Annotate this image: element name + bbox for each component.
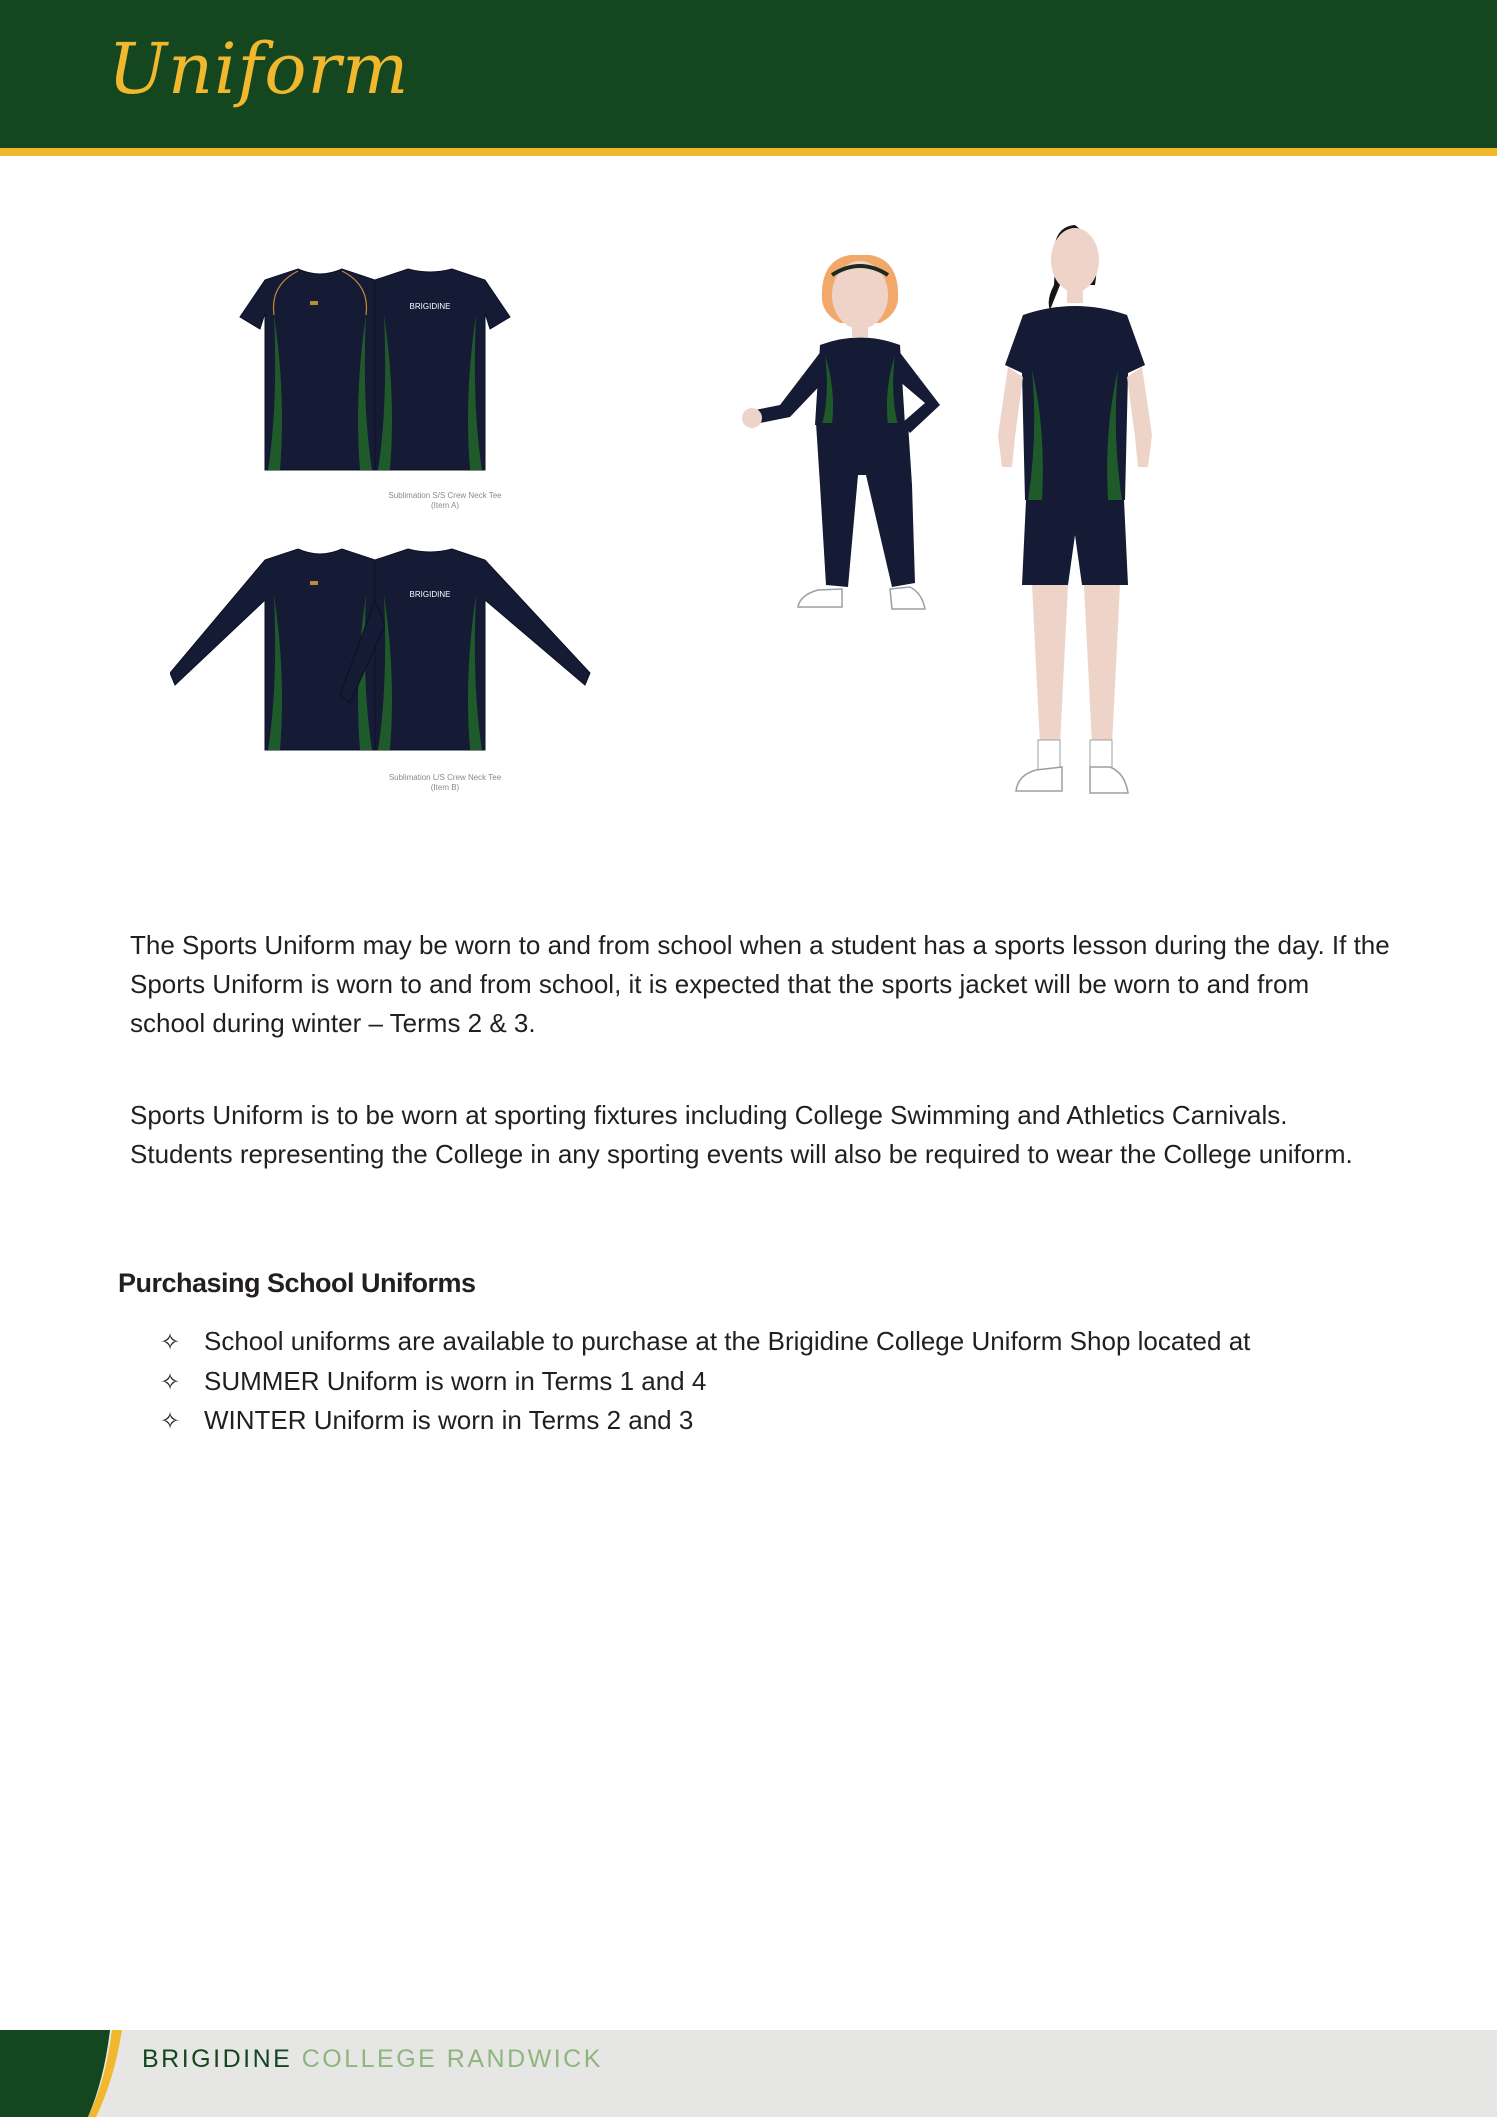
purchasing-list [160,1322,1400,1441]
footer-word-college-randwick: COLLEGE RANDWICK [301,2045,603,2073]
caption-short-sleeve-item: (Item A) [430,501,460,510]
sparkle-bullet-icon: ✧ [160,1328,181,1356]
list-item-text: School uniforms are available to purchase at the Brigidine College Uniform Shop located at [204,1326,1251,1356]
long-sleeve-tee-front [170,549,375,750]
caption-long-sleeve-item: (Item B) [430,783,460,792]
list-item-text: SUMMER Uniform is worn in Terms 1 and 4 [204,1365,707,1396]
short-sleeve-tee-back [375,269,510,470]
section-heading-purchasing: Purchasing School Uniforms [118,1268,476,1298]
caption-long-sleeve: Sublimation L/S Crew Neck Tee [388,773,502,782]
caption-short-sleeve: Sublimation S/S Crew Neck Tee [388,491,502,500]
long-sleeve-tee-back [340,549,590,750]
footer-green-tab [0,2030,130,2117]
sparkle-bullet-icon: ✧ [160,1367,181,1396]
uniform-illustration [170,205,1230,845]
figure-student-track-pants [742,255,940,609]
shirt-print-text: BRIGIDINE [409,302,451,311]
list-item [160,1401,1400,1441]
footer-word-brigidine: BRIGIDINE [142,2045,293,2073]
header-gold-rule [0,148,1497,156]
figure-student-shorts [998,225,1152,793]
paragraph-sports-uniform-travel: The Sports Uniform may be worn to and from school when a student has a sports lesson during the day. If the Sports Uniform is worn to and from school, it is expected that the sports jacket will be worn to and from school during winter – Terms 2 & 3. [130,930,1390,1038]
list-item [160,1362,1400,1402]
list-item-text: WINTER Uniform is worn in Terms 2 and 3 [204,1405,694,1435]
list-item [160,1322,1400,1362]
shirt-print-text-2: BRIGIDINE [409,590,451,599]
paragraph-sports-uniform-fixtures: Sports Uniform is to be worn at sporting fixtures including College Swimming and Athletics Carnivals. Students representing the College in any sporting events will also be required to wear the College uniform. [130,1100,1353,1169]
sparkle-bullet-icon: ✧ [160,1407,181,1435]
footer-wordmark [142,2045,603,2074]
page-title: Uniform [108,28,410,110]
